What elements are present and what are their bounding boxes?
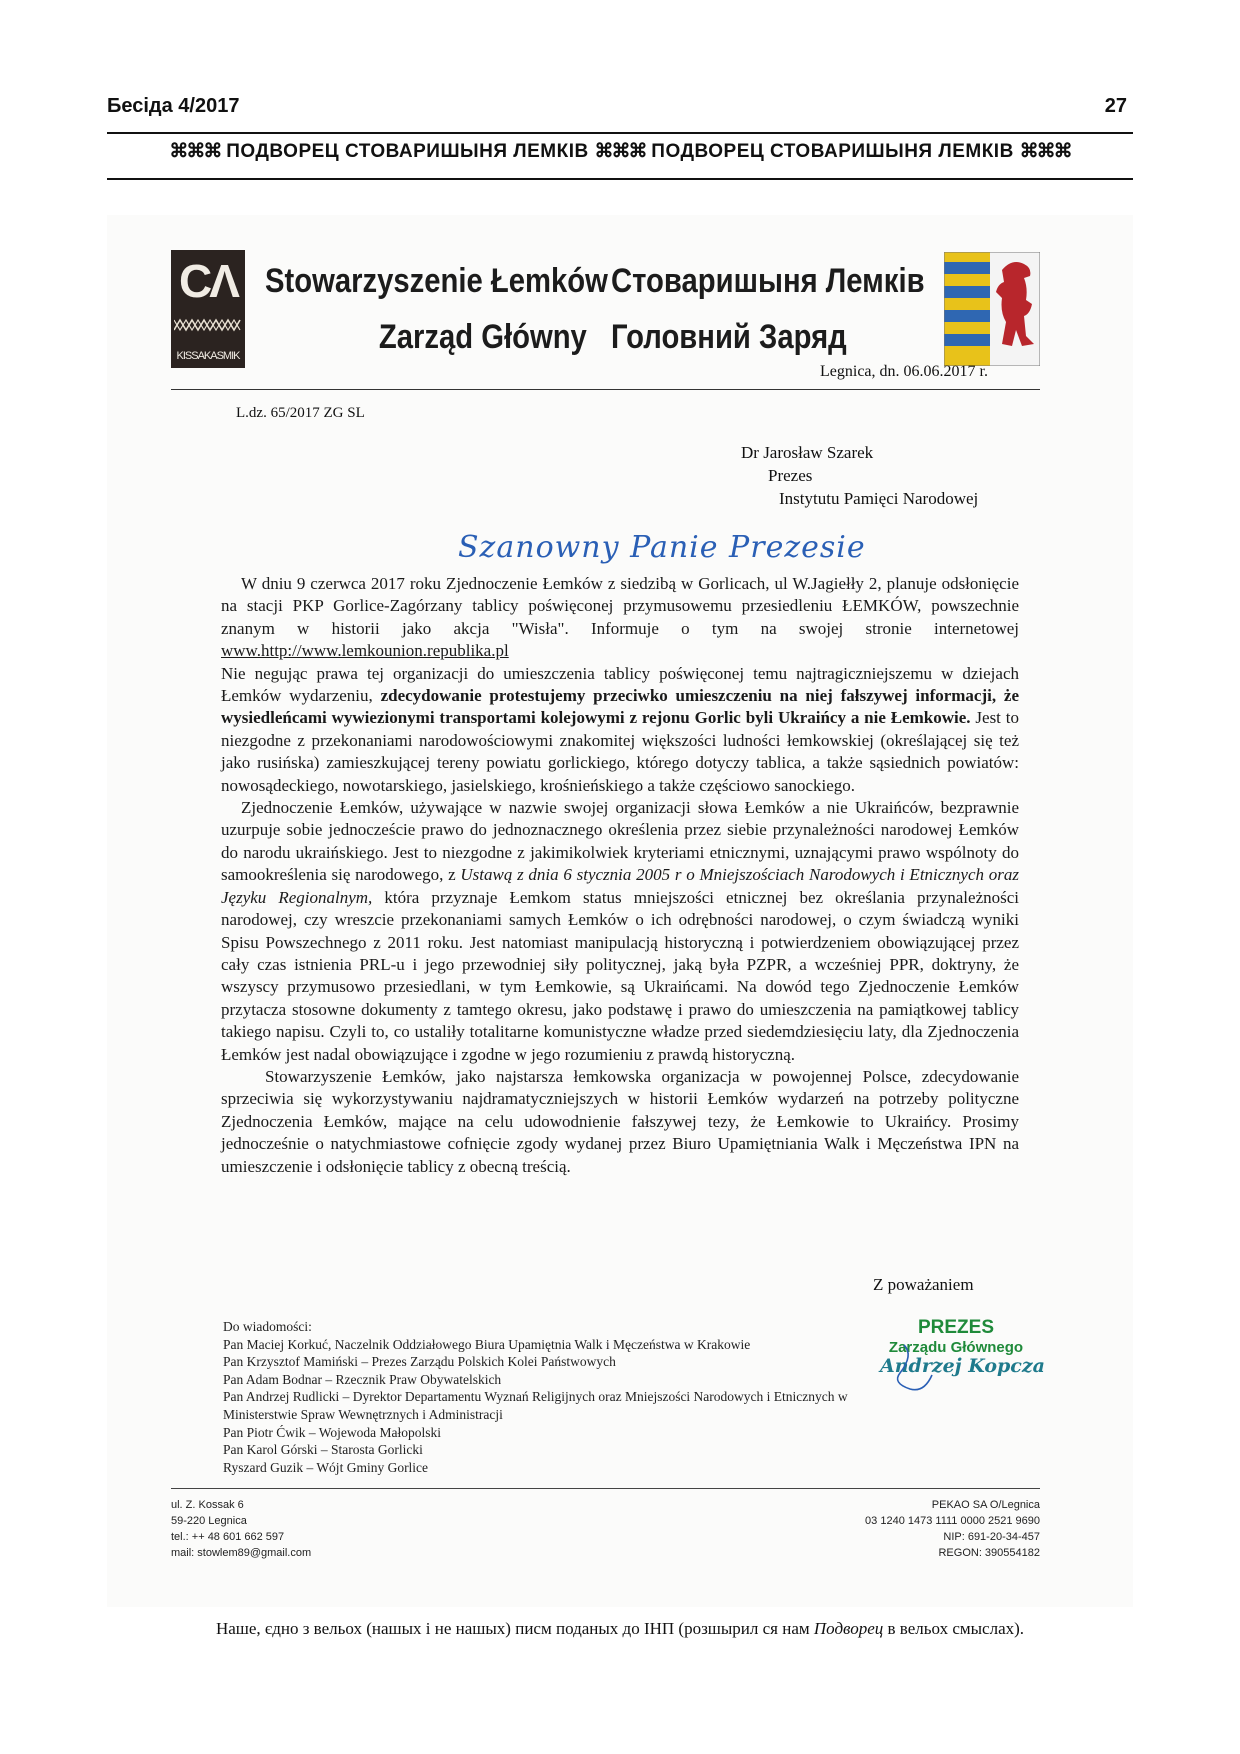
closing-phrase: Z poważaniem xyxy=(873,1275,974,1294)
cc-item: Pan Maciej Korkuć, Naczelnik Oddziałowego Biura Upamiętnia Walk i Męczeństwa w Krakowie xyxy=(223,1336,751,1352)
logo-ornament-icon xyxy=(174,318,242,332)
regon-number: REGON: 390554182 xyxy=(938,1547,1040,1559)
contact-address xyxy=(171,1497,311,1561)
bank-account: 03 1240 1473 1111 0000 2521 9690 xyxy=(865,1515,1040,1527)
cc-item: Pan Krzysztof Mamiński – Prezes Zarządu Polskich Kolei Państwowych xyxy=(223,1354,616,1370)
paragraph-2: Nie negując prawa tej organizacji do umieszczenia tablicy poświęconej temu najtragiczniejszemu w dziejach Łemków wydarzeniu, zdecydowanie protestujemy przeciwko umieszczeniu na niej fałszywej informacji, że wysiedleńcami wywiezionymi transportami kolejowymi z rejonu Gorlic byli Ukraińcy a nie Łemkowie. Jest to niezgodne z przekonaniami narodowościowymi znakomitej większości ludności łemkowskiej (określającej się też jako rusińska) zamieszkującej tereny powiatu gorlickiego, którego dotyczy tablica, a także sąsiednich powiatów: nowosądeckiego, nowotarskiego, jasielskiego, krośnieńskiego a także częściowo sanockiego. xyxy=(221,663,1019,795)
issue-label: Бесіда 4/2017 xyxy=(107,95,240,117)
lemko-crest-icon xyxy=(944,252,1040,366)
nip-number: NIP: 691-20-34-457 xyxy=(943,1531,1040,1543)
stamp-board: Zarządu Głównego xyxy=(888,1339,1024,1356)
caption-italic: Подворец xyxy=(813,1619,884,1638)
paragraph-1: W dniu 9 czerwca 2017 roku Zjednoczenie Łemków z siedzibą w Gorlicach, ul W.Jagiełły 2, planuje odsłonięcie na stacji PKP Gorlice-Zagórzany tablicy poświęconej przymusowemu przesiedleniu ŁEMKÓW, powszechnie znanym w historii jako akcja "Wisła". Informuje o tym na swojej stronie internetowej www.http://www.lemkounion.republika.pl xyxy=(221,574,1019,661)
stamp-title: PREZES xyxy=(917,1317,995,1338)
org-board-rusyn: Головний Заряд xyxy=(611,318,847,356)
banner-ornament: ⌘⌘⌘ xyxy=(169,141,221,162)
protest-statement: zdecydowanie protestujemy przeciwko umieszczeniu na niej fałszywej informacji, że wysiedleńcami wywiezionymi transportami kolejowymi z rejonu Gorlic byli Ukraińcy a nie Łemkowie. xyxy=(221,686,1019,728)
cc-item: Pan Piotr Ćwik – Wojewoda Małopolski xyxy=(223,1424,442,1440)
address-street: ul. Z. Kossak 6 xyxy=(171,1499,244,1511)
handwritten-greeting: Szanowny Panie Prezesie xyxy=(458,530,866,565)
figure-caption: Наше, єдно з вельох (нашых і не нашых) писм поданых до ІНП (розшырил ся нам Подворец в вельох смыслах). xyxy=(215,1619,1025,1638)
website-link[interactable]: www.http://www.lemkounion.republika.pl xyxy=(221,641,509,661)
org-board-polish: Zarząd Główny xyxy=(379,318,587,356)
statute-reference: Ustawą z dnia 6 stycznia 2005 r o Mniejszościach Narodowych i Etnicznych oraz Języku Regionalnym, xyxy=(221,865,1019,907)
org-name-rusyn: Стоваришыня Лемків xyxy=(611,262,925,300)
section-banner xyxy=(107,140,1133,163)
banner-ornament: ⌘⌘⌘ xyxy=(594,141,646,162)
phone-number: tel.: ++ 48 601 662 597 xyxy=(171,1531,285,1543)
letter-body xyxy=(221,573,1019,1178)
org-name-polish: Stowarzyszenie Łemków xyxy=(265,262,608,300)
email-address: mail: stowlem89@gmail.com xyxy=(171,1547,312,1559)
banner-rule xyxy=(107,178,1133,180)
recipient-title: Prezes xyxy=(768,466,813,485)
cc-list xyxy=(223,1318,963,1476)
bank-name: PEKAO SA O/Legnica xyxy=(931,1499,1040,1511)
cc-item: Pan Andrzej Rudlicki – Dyrektor Departamentu Wyznań Religijnych oraz Mniejszości Narodowych i Etnicznych w xyxy=(223,1389,848,1405)
recipient-institution: Instytutu Pamięci Narodowej xyxy=(779,489,979,508)
letterhead-rule xyxy=(171,389,1040,390)
page-number: 27 xyxy=(1104,95,1127,117)
paragraph-3: Zjednoczenie Łemków, używające w nazwie swojej organizacji słowa Łemków a nie Ukraińców, bezprawnie uzurpuje sobie jednoczeście prawo do jednoznacznego określenia przez siebie przynależności narodowej Łemków do narodu ukraińskiego. Jest to niezgodne z jakimikolwiek kryteriami etnicznymi, uznającymi prawo wspólnoty do samookreślenia się narodowego, z Ustawą z dnia 6 stycznia 2005 r o Mniejszościach Narodowych i Etnicznych oraz Języku Regionalnym, która przyznaje Łemkom status mniejszości etnicznej bez określania przynależności narodowej, czy wreszcie przekonaniami samych Łemków o ich odrębności narodowej, o czym świadczą wyniki Spisu Powszechnego z 2011 roku. Jest natomiast manipulacją historyczną i potwierdzeniem obowiązującej przez cały czas istnienia PRL-u i jego przewodniej siły politycznej, jaką była PZPR, a wcześniej PPR, doktryny, że wszyscy przymusowo przesiedlani, w tym Łemkowie, są Ukraińcami. Na dowód tego Zjednoczenie Łemków przytacza stosowne dokumenty z tamtego okresu, jako podstawę i prawo do umieszczenia na pamiątkowej tablicy takiego napisu. Czyli to, co ustaliły totalitarne komunistyczne władze przed siedemdziesięciu laty, dla Zjednoczenia Łemków jest nadal obowiązujące i zgodne w jego rozumieniu z prawdą historyczną. xyxy=(221,798,1019,1064)
header-rule xyxy=(107,132,1133,134)
cc-item: Pan Karol Górski – Starosta Gorlicki xyxy=(223,1442,423,1458)
signature: Andrzej Kopcza xyxy=(880,1355,1045,1377)
logo-text: KISSAKASMIK xyxy=(176,350,240,362)
reference-number: L.dz. 65/2017 ZG SL xyxy=(236,405,365,421)
banner-text: ПОДВОРЕЦ СТОВАРИШЫНЯ ЛЕМКІВ xyxy=(226,141,589,162)
cc-item: Ministerstwie Spraw Wewnętrznych i Administracji xyxy=(223,1406,503,1422)
logo-monogram-icon: CΛ xyxy=(179,255,237,307)
cc-heading: Do wiadomości: xyxy=(223,1319,312,1334)
recipient-name: Dr Jarosław Szarek xyxy=(741,443,874,462)
banner-text: ПОДВОРЕЦ СТОВАРИШЫНЯ ЛЕМКІВ xyxy=(651,141,1014,162)
address-city: 59-220 Legnica xyxy=(171,1515,247,1527)
paragraph-4: Stowarzyszenie Łemków, jako najstarsza łemkowska organizacja w powojennej Polsce, zdecydowanie sprzeciwia się wykorzystywaniu najdramatyczniejszych w historii Łemków wydarzeń na potrzeby polityczne Zjednoczenia Łemków, mające na celu udowodnienie fałszywej tezy, że Łemkowie to Ukraińcy. Prosimy jednocześnie o natychmiastowe cofnięcie zgody wydanej przez Biuro Upamiętniania Walk i Męczeństwa IPN na umieszczenie i odsłonięcie tablicy z obecną treścią. xyxy=(221,1066,1019,1176)
bank-details xyxy=(865,1497,1040,1561)
letter-date: Legnica, dn. 06.06.2017 r. xyxy=(820,363,988,380)
cc-item: Ryszard Guzik – Wójt Gminy Gorlice xyxy=(223,1459,429,1475)
footer-rule xyxy=(171,1488,1040,1489)
cc-item: Pan Adam Bodnar – Rzecznik Praw Obywatelskich xyxy=(223,1371,502,1387)
banner-ornament: ⌘⌘⌘ xyxy=(1019,141,1071,162)
